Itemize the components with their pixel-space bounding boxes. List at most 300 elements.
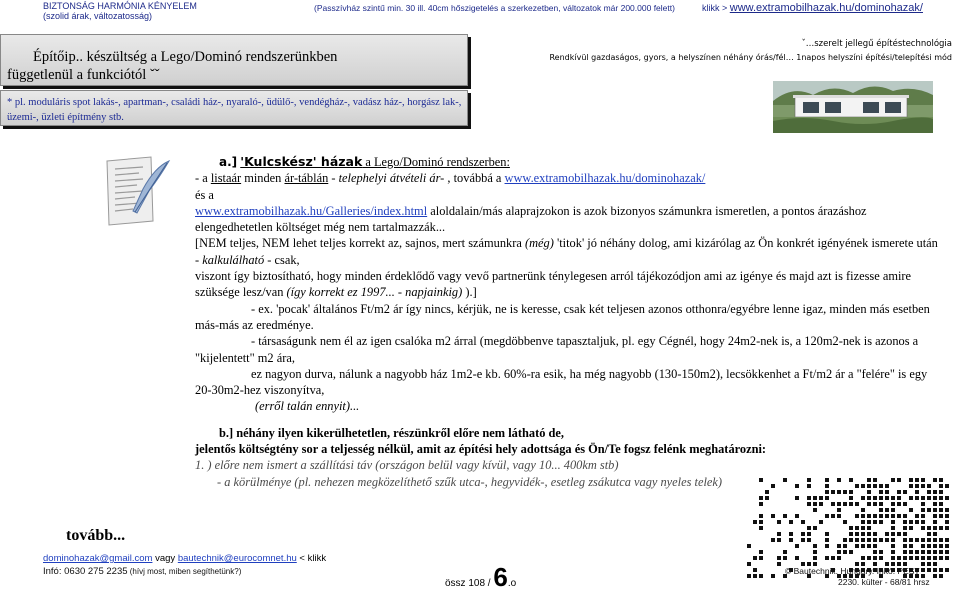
- pattern-dot: [939, 502, 943, 506]
- pattern-dot: [831, 556, 835, 560]
- pattern-dot: [777, 556, 781, 560]
- pattern-dot: [825, 484, 829, 488]
- pattern-dot: [939, 508, 943, 512]
- pattern-dot: [861, 538, 865, 542]
- pattern-dot: [789, 532, 793, 536]
- pattern-dot: [939, 526, 943, 530]
- pattern-dot: [921, 568, 925, 572]
- pattern-dot: [897, 514, 901, 518]
- pattern-dot: [831, 490, 835, 494]
- pattern-dot: [897, 532, 901, 536]
- brand-line-2: (szolid árak, változatosság): [43, 11, 153, 21]
- pattern-dot: [891, 496, 895, 500]
- pattern-dot: [843, 538, 847, 542]
- pattern-dot: [747, 574, 751, 578]
- pattern-dot: [873, 484, 877, 488]
- pattern-dot: [867, 556, 871, 560]
- pattern-dot: [843, 502, 847, 506]
- tech-title: ˇ…szerelt jellegű építéstechnológia: [801, 39, 952, 49]
- pattern-dot: [795, 544, 799, 548]
- pattern-dot: [921, 496, 925, 500]
- pattern-dot: [915, 484, 919, 488]
- pattern-dot: [867, 526, 871, 530]
- pattern-dot: [921, 484, 925, 488]
- pattern-dot: [921, 550, 925, 554]
- pattern-dot: [861, 532, 865, 536]
- pattern-dot: [921, 520, 925, 524]
- pattern-dot: [903, 538, 907, 542]
- pattern-dot: [945, 508, 949, 512]
- pattern-dot: [855, 502, 859, 506]
- text: ).]: [462, 285, 477, 300]
- pattern-dot: [849, 538, 853, 542]
- pattern-dot: [795, 496, 799, 500]
- pattern-dot: [801, 538, 805, 542]
- pattern-dot: [861, 484, 865, 488]
- pattern-dot: [933, 574, 937, 578]
- pattern-dot: [921, 556, 925, 560]
- pattern-dot: [897, 502, 901, 506]
- pattern-dot: [939, 544, 943, 548]
- pattern-dot: [807, 538, 811, 542]
- pattern-dot: [807, 526, 811, 530]
- pattern-dot: [891, 538, 895, 542]
- pattern-dot: [945, 538, 949, 542]
- pattern-dot: [867, 520, 871, 524]
- pattern-dot: [885, 484, 889, 488]
- listaar-term: listaár: [210, 171, 242, 186]
- section-b-title: b.] néhány ilyen kikerülhetetlen, részünkről előre nem látható de,: [219, 425, 564, 440]
- pattern-dot: [891, 532, 895, 536]
- pattern-dot: [927, 508, 931, 512]
- pattern-dot: [933, 520, 937, 524]
- pattern-dot: [891, 502, 895, 506]
- pattern-dot: [855, 532, 859, 536]
- pattern-dot: [879, 556, 883, 560]
- pattern-dot: [861, 508, 865, 512]
- pattern-dot: [753, 568, 757, 572]
- pattern-dot: [927, 526, 931, 530]
- pattern-dot: [753, 556, 757, 560]
- pattern-dot: [909, 484, 913, 488]
- pattern-dot: [927, 538, 931, 542]
- pattern-dot: [783, 550, 787, 554]
- pattern-dot: [873, 544, 877, 548]
- pattern-dot: [867, 502, 871, 506]
- pattern-dot: [885, 538, 889, 542]
- pattern-dot: [795, 514, 799, 518]
- pattern-dot: [837, 478, 841, 482]
- pattern-dot: [933, 538, 937, 542]
- pattern-dot: [849, 496, 853, 500]
- pattern-dot: [837, 502, 841, 506]
- pattern-dot: [885, 496, 889, 500]
- pattern-dot: [921, 478, 925, 482]
- pattern-dot: [927, 568, 931, 572]
- pattern-dot: [843, 490, 847, 494]
- pattern-dot: [837, 550, 841, 554]
- pattern-dot: [879, 508, 883, 512]
- header-link-area: [702, 2, 923, 14]
- pattern-dot: [789, 520, 793, 524]
- pattern-dot: [897, 556, 901, 560]
- pattern-dot: [945, 496, 949, 500]
- pattern-dot: [885, 532, 889, 536]
- pattern-dot: [831, 502, 835, 506]
- pattern-dot: [849, 490, 853, 494]
- pattern-dot: [915, 538, 919, 542]
- pattern-dot: [843, 550, 847, 554]
- building-types: * pl. moduláris spot lakás-, apartman-, családi ház-, nyaraló-, üdülő-, vendégház-, vadász ház-, horgász lak-, üzemi-, üzleti építmény stb.: [7, 97, 462, 123]
- pattern-dot: [759, 574, 763, 578]
- pattern-dot: [933, 550, 937, 554]
- pattern-dot: [825, 490, 829, 494]
- pattern-dot: [777, 562, 781, 566]
- pattern-dot: [891, 556, 895, 560]
- pattern-dot: [747, 544, 751, 548]
- pattern-dot: [783, 556, 787, 560]
- pattern-dot: [909, 556, 913, 560]
- text: - csak,: [264, 252, 300, 267]
- pattern-dot: [933, 526, 937, 530]
- pattern-dot: [861, 496, 865, 500]
- header-link-prefix: klikk >: [702, 3, 730, 13]
- pattern-dot: [903, 502, 907, 506]
- page-indicator: [445, 562, 516, 593]
- address-line: 2230. külter - 68/81 hrsz: [838, 577, 930, 587]
- pattern-dot: [939, 550, 943, 554]
- pattern-dot: [945, 544, 949, 548]
- pattern-dot: [825, 514, 829, 518]
- pattern-dot: [915, 496, 919, 500]
- section-a-heading-rest: a Lego/Dominó rendszerben:: [362, 155, 510, 169]
- text: < klikk: [296, 553, 327, 564]
- pattern-dot: [783, 478, 787, 482]
- section-b-item-2: - a körülménye (pl. nehezen megközelíthető szűk utca-, hegyvidék-, esetleg zsákutca vagy nyeles telek): [217, 474, 723, 489]
- pattern-dot: [921, 514, 925, 518]
- decorative-pattern: [747, 478, 955, 580]
- pattern-dot: [861, 514, 865, 518]
- pattern-dot: [813, 508, 817, 512]
- pattern-dot: [813, 502, 817, 506]
- pattern-dot: [771, 538, 775, 542]
- pattern-dot: [939, 496, 943, 500]
- section-a-para-4: - ex. 'pocak' általános Ft/m2 ár így nincs, kérjük, ne is keresse, csak két teljesen azonos otthonra/egyébre lenne igaz, minden más esetben más-más az eredménye.: [195, 301, 930, 332]
- pattern-dot: [873, 532, 877, 536]
- galleries-link[interactable]: www.extramobilhazak.hu/Galleries/index.html: [195, 203, 428, 218]
- pattern-dot: [861, 526, 865, 530]
- pattern-dot: [879, 490, 883, 494]
- pattern-dot: [909, 550, 913, 554]
- pattern-dot: [771, 484, 775, 488]
- pattern-dot: [933, 544, 937, 548]
- contact-phone: [43, 566, 241, 577]
- pattern-dot: [807, 484, 811, 488]
- pattern-dot: [933, 568, 937, 572]
- section-b-subtitle: jelentős költségtény sor a teljesség nélkül, amit az építési hely adottsága és Ön/Te fogsz felénk meghatározni:: [195, 442, 767, 457]
- main-content: [195, 154, 945, 490]
- more-link[interactable]: tovább...: [66, 527, 126, 544]
- pattern-dot: [801, 532, 805, 536]
- pattern-dot: [777, 520, 781, 524]
- text: aloldalain/más alaprajzokon is azok bizonyos számunkra ismeretlen, a pontos árazáshoz elengedhetetlen költséget még nem tartalmazzák...: [195, 203, 867, 235]
- pattern-dot: [939, 484, 943, 488]
- pattern-dot: [915, 520, 919, 524]
- section-a-para-3: [195, 268, 945, 301]
- pattern-dot: [759, 514, 763, 518]
- pattern-dot: [873, 496, 877, 500]
- pattern-dot: [825, 478, 829, 482]
- pattern-dot: [939, 514, 943, 518]
- pattern-dot: [879, 484, 883, 488]
- pattern-dot: [885, 508, 889, 512]
- pattern-dot: [885, 514, 889, 518]
- header-brand: [43, 1, 197, 21]
- section-b-item-1: 1. ) előre nem ismert a szállítási táv (országon belül vagy kívül, vagy 10... 400km stb): [195, 458, 619, 473]
- document-quill-icon: [103, 155, 173, 227]
- brand-line-1: BIZTONSÁG HARMÓNIA KÉNYELEM: [43, 1, 197, 11]
- pattern-dot: [879, 502, 883, 506]
- pattern-dot: [813, 550, 817, 554]
- pattern-dot: [927, 544, 931, 548]
- pattern-dot: [837, 556, 841, 560]
- text: viszont így biztosítható, hogy minden érdeklődő vagy vevő partnerünk ténylegesen arról tájékozódjon ami az igénye és majd azt is fizesse amire szüksége lesz/van: [195, 269, 912, 300]
- pattern-dot: [813, 526, 817, 530]
- pattern-dot: [807, 502, 811, 506]
- pattern-dot: [837, 490, 841, 494]
- pattern-dot: [945, 484, 949, 488]
- pattern-dot: [879, 514, 883, 518]
- pattern-dot: [939, 574, 943, 578]
- pattern-dot: [921, 526, 925, 530]
- pattern-dot: [759, 496, 763, 500]
- pattern-dot: [873, 478, 877, 482]
- pattern-dot: [867, 544, 871, 548]
- pattern-dot: [879, 496, 883, 500]
- pattern-dot: [867, 490, 871, 494]
- pattern-dot: [879, 520, 883, 524]
- pattern-dot: [921, 562, 925, 566]
- pattern-dot: [909, 508, 913, 512]
- pattern-dot: [933, 490, 937, 494]
- pattern-dot: [867, 484, 871, 488]
- email-link-2[interactable]: bautechnik@eurocomnet.hu: [177, 553, 297, 564]
- pattern-dot: [807, 478, 811, 482]
- pattern-dot: [759, 526, 763, 530]
- text-italic: (még): [524, 236, 554, 251]
- text: minden: [241, 171, 285, 186]
- pattern-dot: [789, 538, 793, 542]
- pattern-dot: [867, 538, 871, 542]
- pattern-dot: [795, 556, 799, 560]
- pattern-dot: [897, 478, 901, 482]
- pattern-dot: [903, 550, 907, 554]
- section-a-marker: a.]: [219, 155, 238, 169]
- pattern-dot: [927, 496, 931, 500]
- pattern-dot: [813, 496, 817, 500]
- pattern-dot: [855, 484, 859, 488]
- page-prefix: össz 108 /: [445, 578, 494, 589]
- email-link-1[interactable]: dominohazak@gmail.com: [43, 553, 153, 564]
- pattern-dot: [903, 544, 907, 548]
- pattern-dot: [819, 502, 823, 506]
- artabla-term: ár-táblán: [284, 171, 329, 186]
- pattern-dot: [909, 520, 913, 524]
- pattern-dot: [921, 538, 925, 542]
- pattern-dot: [825, 532, 829, 536]
- pattern-dot: [807, 496, 811, 500]
- pattern-dot: [801, 520, 805, 524]
- pattern-dot: [849, 502, 853, 506]
- pattern-dot: [945, 526, 949, 530]
- pattern-dot: [873, 502, 877, 506]
- pattern-dot: [819, 520, 823, 524]
- pattern-dot: [933, 532, 937, 536]
- pattern-dot: [771, 514, 775, 518]
- pattern-dot: [891, 508, 895, 512]
- pattern-dot: [867, 532, 871, 536]
- page-suffix: .o: [507, 578, 517, 589]
- pattern-dot: [837, 514, 841, 518]
- pattern-dot: [777, 532, 781, 536]
- phone-hint: (hívj most, miben segíthetünk?): [127, 567, 242, 576]
- pattern-dot: [807, 532, 811, 536]
- pattern-dot: [909, 538, 913, 542]
- text: vagy: [152, 553, 178, 564]
- pattern-dot: [897, 490, 901, 494]
- company-line: © Bautechnik. Hungary. Ihkó: PEST: [785, 566, 920, 576]
- pattern-dot: [939, 538, 943, 542]
- section-a-line-1: [195, 170, 945, 186]
- text-italic: (így korrekt ez 1997... - napjainkig): [286, 285, 463, 300]
- pattern-dot: [873, 556, 877, 560]
- pattern-dot: [855, 538, 859, 542]
- pattern-dot: [933, 502, 937, 506]
- pattern-dot: [945, 520, 949, 524]
- pattern-dot: [873, 550, 877, 554]
- pattern-dot: [759, 520, 763, 524]
- pattern-dot: [849, 526, 853, 530]
- text-italic: kalkulálható: [202, 252, 265, 267]
- banner-title: Építőip.. készültség a Lego/Dominó rendszerünkben: [33, 49, 338, 65]
- pattern-dot: [855, 526, 859, 530]
- pattern-dot: [795, 484, 799, 488]
- pattern-dot: [945, 550, 949, 554]
- pattern-dot: [813, 544, 817, 548]
- pattern-dot: [867, 514, 871, 518]
- house-photo[interactable]: [773, 81, 933, 133]
- pattern-dot: [873, 520, 877, 524]
- pattern-dot: [873, 538, 877, 542]
- pattern-dot: [915, 556, 919, 560]
- phone-text: Infó: 0630 275 2235: [43, 566, 128, 577]
- pattern-dot: [849, 532, 853, 536]
- pattern-dot: [927, 550, 931, 554]
- section-a-title: [195, 154, 945, 170]
- text: , továbbá a: [444, 171, 505, 186]
- pattern-dot: [885, 490, 889, 494]
- pattern-dot: [933, 514, 937, 518]
- pattern-dot: [837, 508, 841, 512]
- pattern-dot: [891, 544, 895, 548]
- pattern-dot: [891, 526, 895, 530]
- pattern-dot: [855, 544, 859, 548]
- pattern-dot: [939, 478, 943, 482]
- pattern-dot: [861, 520, 865, 524]
- pattern-dot: [921, 508, 925, 512]
- pattern-dot: [927, 556, 931, 560]
- text: 'titok' jó néhány dolog, ami kizárólag az Ön konkrét igényének ismerete után -: [195, 236, 938, 267]
- pattern-dot: [927, 562, 931, 566]
- pattern-dot: [747, 562, 751, 566]
- pattern-dot: [927, 490, 931, 494]
- dominohazak-link[interactable]: www.extramobilhazak.hu/dominohazak/: [504, 171, 706, 186]
- pattern-dot: [759, 550, 763, 554]
- pattern-dot: [903, 526, 907, 530]
- pattern-dot: [945, 514, 949, 518]
- banner-subtitle: függetlenül a funkciótól ˇˇ: [7, 67, 160, 83]
- section-a-para-2: [195, 235, 945, 268]
- pattern-dot: [903, 532, 907, 536]
- pattern-dot: [939, 556, 943, 560]
- pattern-dot: [939, 568, 943, 572]
- telephelyi-term: telephelyi átvételi ár-: [338, 171, 445, 186]
- pattern-dot: [783, 514, 787, 518]
- pattern-dot: [909, 496, 913, 500]
- pattern-dot: [933, 478, 937, 482]
- pattern-dot: [933, 508, 937, 512]
- pattern-dot: [813, 556, 817, 560]
- pattern-dot: [909, 478, 913, 482]
- header-link[interactable]: www.extramobilhazak.hu/dominohazak/: [729, 2, 923, 14]
- pattern-dot: [825, 496, 829, 500]
- pattern-dot: [825, 538, 829, 542]
- pattern-dot: [819, 496, 823, 500]
- pattern-dot: [909, 526, 913, 530]
- pattern-dot: [765, 496, 769, 500]
- pattern-dot: [825, 544, 829, 548]
- pattern-dot: [903, 514, 907, 518]
- pattern-dot: [891, 520, 895, 524]
- header-note: (Passzívház szintű min. 30 ill. 40cm hőszigetelés a szerkezetben, változatok már 200.000 felett): [314, 3, 675, 13]
- pattern-dot: [909, 544, 913, 548]
- pattern-dot: [879, 550, 883, 554]
- pattern-dot: [915, 514, 919, 518]
- section-a-line-2: és a: [195, 187, 214, 202]
- pattern-dot: [939, 490, 943, 494]
- pattern-dot: [915, 550, 919, 554]
- pattern-dot: [831, 514, 835, 518]
- text: [NEM teljes, NEM lehet teljes korrekt az, sajnos, mert számunkra: [195, 236, 525, 251]
- pattern-dot: [777, 538, 781, 542]
- pattern-dot: [759, 502, 763, 506]
- pattern-dot: [855, 514, 859, 518]
- pattern-dot: [921, 544, 925, 548]
- pattern-dot: [753, 520, 757, 524]
- pattern-dot: [897, 496, 901, 500]
- pattern-dot: [891, 550, 895, 554]
- section-a-para-5: - társaságunk nem él az igen csalóka m2 árral (megdöbbenve tapasztaljuk, pl. egy Cégnél, hogy 24m2-nek is, a 120m2-nek is azonos a "kijelentett" m2 ára,: [195, 334, 919, 365]
- pattern-dot: [903, 520, 907, 524]
- pattern-dot: [879, 538, 883, 542]
- pattern-dot: [849, 478, 853, 482]
- pattern-dot: [945, 568, 949, 572]
- pattern-dot: [933, 496, 937, 500]
- pattern-dot: [861, 544, 865, 548]
- page-number: 6: [493, 562, 508, 592]
- pattern-dot: [843, 520, 847, 524]
- pattern-dot: [933, 556, 937, 560]
